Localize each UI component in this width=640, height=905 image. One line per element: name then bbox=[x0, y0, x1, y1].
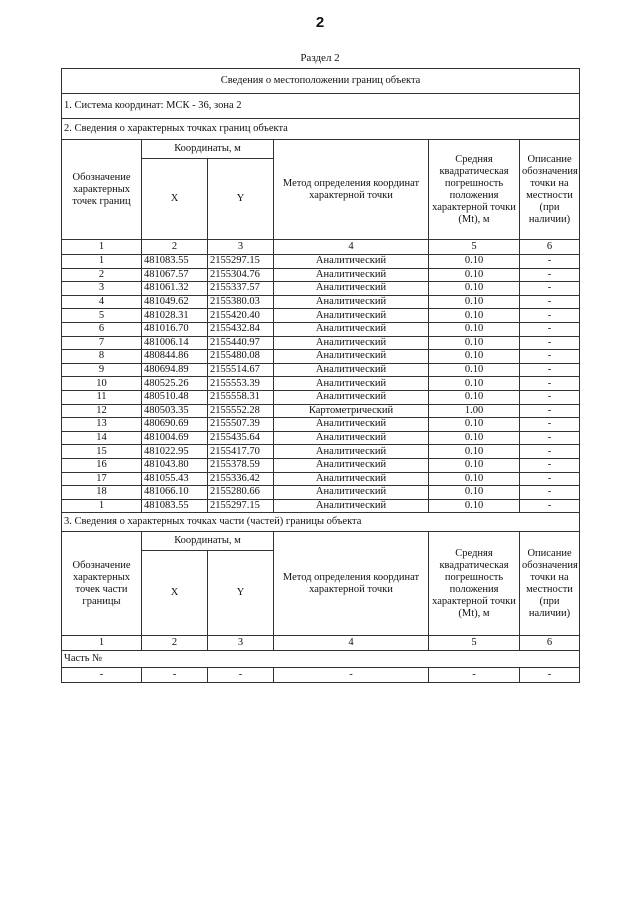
y-coord: 2155432.84 bbox=[208, 322, 274, 336]
description-cell: - bbox=[520, 445, 580, 459]
table-row bbox=[62, 390, 580, 404]
part-cell: - bbox=[62, 668, 142, 683]
x-coord: 481055.43 bbox=[142, 472, 208, 486]
method-header: Метод определения координат характерной точки bbox=[274, 532, 429, 636]
x-coord: 481049.62 bbox=[142, 295, 208, 309]
description-cell: - bbox=[520, 282, 580, 296]
y-coord: 2155435.64 bbox=[208, 431, 274, 445]
x-coord: 480525.26 bbox=[142, 377, 208, 391]
table-row bbox=[62, 322, 580, 336]
method-cell: Картометрический bbox=[274, 404, 429, 418]
col-index: 4 bbox=[274, 240, 429, 255]
x-coord: 480694.89 bbox=[142, 363, 208, 377]
error-cell: 0.10 bbox=[429, 499, 520, 513]
point-number: 17 bbox=[62, 472, 142, 486]
error-cell: 1.00 bbox=[429, 404, 520, 418]
x-coord: 481006.14 bbox=[142, 336, 208, 350]
point-number: 14 bbox=[62, 431, 142, 445]
point-number: 9 bbox=[62, 363, 142, 377]
y-coord: 2155553.39 bbox=[208, 377, 274, 391]
point-number: 7 bbox=[62, 336, 142, 350]
table-row bbox=[62, 363, 580, 377]
y-coord: 2155552.28 bbox=[208, 404, 274, 418]
points-section-title: 2. Сведения о характерных точках границ объекта bbox=[62, 119, 580, 140]
page-number: 2 bbox=[315, 14, 325, 31]
x-coord: 481004.69 bbox=[142, 431, 208, 445]
description-cell: - bbox=[520, 268, 580, 282]
point-number: 13 bbox=[62, 418, 142, 432]
column-index-row bbox=[62, 636, 580, 651]
x-header: X bbox=[142, 159, 208, 240]
x-coord: 480690.69 bbox=[142, 418, 208, 432]
y-coord: 2155336.42 bbox=[208, 472, 274, 486]
x-coord: 481061.32 bbox=[142, 282, 208, 296]
table-row bbox=[62, 377, 580, 391]
table-row bbox=[62, 309, 580, 323]
y-header: Y bbox=[208, 159, 274, 240]
col-index: 4 bbox=[274, 636, 429, 651]
point-number: 18 bbox=[62, 486, 142, 500]
y-coord: 2155480.08 bbox=[208, 350, 274, 364]
part-row bbox=[62, 668, 580, 683]
error-cell: 0.10 bbox=[429, 255, 520, 269]
method-cell: Аналитический bbox=[274, 309, 429, 323]
error-cell: 0.10 bbox=[429, 445, 520, 459]
error-cell: 0.10 bbox=[429, 282, 520, 296]
x-coord: 481083.55 bbox=[142, 499, 208, 513]
y-coord: 2155380.03 bbox=[208, 295, 274, 309]
error-cell: 0.10 bbox=[429, 295, 520, 309]
x-header: X bbox=[142, 551, 208, 636]
point-number: 12 bbox=[62, 404, 142, 418]
error-cell: 0.10 bbox=[429, 418, 520, 432]
description-cell: - bbox=[520, 458, 580, 472]
error-cell: 0.10 bbox=[429, 390, 520, 404]
point-number: 2 bbox=[62, 268, 142, 282]
error-header: Средняя квадратическая погрешность положения характерной точки (Mt), м bbox=[429, 140, 520, 240]
description-cell: - bbox=[520, 322, 580, 336]
table-row bbox=[62, 472, 580, 486]
x-coord: 480510.48 bbox=[142, 390, 208, 404]
table-row bbox=[62, 404, 580, 418]
description-cell: - bbox=[520, 472, 580, 486]
table-row bbox=[62, 350, 580, 364]
designation-header: Обозначение характерных точек границ bbox=[62, 140, 142, 240]
table-row bbox=[62, 431, 580, 445]
y-coord: 2155280.66 bbox=[208, 486, 274, 500]
description-header: Описание обозначения точки на местности (при наличии) bbox=[520, 140, 580, 240]
error-cell: 0.10 bbox=[429, 336, 520, 350]
error-cell: 0.10 bbox=[429, 458, 520, 472]
description-cell: - bbox=[520, 404, 580, 418]
part-label: Часть № bbox=[62, 651, 580, 668]
y-coord: 2155417.70 bbox=[208, 445, 274, 459]
description-cell: - bbox=[520, 499, 580, 513]
point-number: 4 bbox=[62, 295, 142, 309]
method-cell: Аналитический bbox=[274, 418, 429, 432]
method-cell: Аналитический bbox=[274, 390, 429, 404]
col-index: 1 bbox=[62, 240, 142, 255]
description-cell: - bbox=[520, 486, 580, 500]
parts-section-title: 3. Сведения о характерных точках части (частей) границы объекта bbox=[62, 513, 580, 532]
y-header: Y bbox=[208, 551, 274, 636]
y-coord: 2155514.67 bbox=[208, 363, 274, 377]
error-cell: 0.10 bbox=[429, 268, 520, 282]
x-coord: 481067.57 bbox=[142, 268, 208, 282]
part-cell: - bbox=[142, 668, 208, 683]
x-coord: 481083.55 bbox=[142, 255, 208, 269]
x-coord: 480844.86 bbox=[142, 350, 208, 364]
y-coord: 2155297.15 bbox=[208, 499, 274, 513]
table-row bbox=[62, 458, 580, 472]
description-cell: - bbox=[520, 350, 580, 364]
table-row bbox=[62, 295, 580, 309]
y-coord: 2155304.76 bbox=[208, 268, 274, 282]
description-cell: - bbox=[520, 377, 580, 391]
col-index: 5 bbox=[429, 636, 520, 651]
method-cell: Аналитический bbox=[274, 431, 429, 445]
table-row bbox=[62, 418, 580, 432]
method-cell: Аналитический bbox=[274, 295, 429, 309]
col-index: 5 bbox=[429, 240, 520, 255]
description-cell: - bbox=[520, 336, 580, 350]
point-number: 5 bbox=[62, 309, 142, 323]
col-index: 3 bbox=[208, 636, 274, 651]
y-coord: 2155297.15 bbox=[208, 255, 274, 269]
part-cell: - bbox=[208, 668, 274, 683]
error-header: Средняя квадратическая погрешность положения характерной точки (Mt), м bbox=[429, 532, 520, 636]
designation-part-header: Обозначение характерных точек части границы bbox=[62, 532, 142, 636]
point-number: 16 bbox=[62, 458, 142, 472]
column-index-row bbox=[62, 240, 580, 255]
col-index: 6 bbox=[520, 240, 580, 255]
table-row bbox=[62, 499, 580, 513]
description-cell: - bbox=[520, 363, 580, 377]
description-cell: - bbox=[520, 255, 580, 269]
error-cell: 0.10 bbox=[429, 472, 520, 486]
y-coord: 2155440.97 bbox=[208, 336, 274, 350]
x-coord: 481016.70 bbox=[142, 322, 208, 336]
method-cell: Аналитический bbox=[274, 458, 429, 472]
part-cell: - bbox=[274, 668, 429, 683]
part-cell: - bbox=[429, 668, 520, 683]
y-coord: 2155378.59 bbox=[208, 458, 274, 472]
error-cell: 0.10 bbox=[429, 363, 520, 377]
col-index: 2 bbox=[142, 636, 208, 651]
error-cell: 0.10 bbox=[429, 309, 520, 323]
x-coord: 481028.31 bbox=[142, 309, 208, 323]
table-row bbox=[62, 486, 580, 500]
section-title: Раздел 2 bbox=[300, 52, 340, 64]
doc-title: Сведения о местоположении границ объекта bbox=[62, 69, 580, 94]
error-cell: 0.10 bbox=[429, 350, 520, 364]
point-number: 11 bbox=[62, 390, 142, 404]
method-cell: Аналитический bbox=[274, 486, 429, 500]
table-row bbox=[62, 336, 580, 350]
method-cell: Аналитический bbox=[274, 282, 429, 296]
point-number: 6 bbox=[62, 322, 142, 336]
method-cell: Аналитический bbox=[274, 268, 429, 282]
x-coord: 480503.35 bbox=[142, 404, 208, 418]
col-index: 6 bbox=[520, 636, 580, 651]
part-cell: - bbox=[520, 668, 580, 683]
x-coord: 481066.10 bbox=[142, 486, 208, 500]
error-cell: 0.10 bbox=[429, 486, 520, 500]
x-coord: 481022.95 bbox=[142, 445, 208, 459]
coords-header: Координаты, м bbox=[142, 532, 274, 551]
point-number: 15 bbox=[62, 445, 142, 459]
method-cell: Аналитический bbox=[274, 472, 429, 486]
col-index: 1 bbox=[62, 636, 142, 651]
method-cell: Аналитический bbox=[274, 350, 429, 364]
point-number: 3 bbox=[62, 282, 142, 296]
point-number: 1 bbox=[62, 499, 142, 513]
error-cell: 0.10 bbox=[429, 322, 520, 336]
method-header: Метод определения координат характерной точки bbox=[274, 140, 429, 240]
method-cell: Аналитический bbox=[274, 377, 429, 391]
method-cell: Аналитический bbox=[274, 363, 429, 377]
description-cell: - bbox=[520, 309, 580, 323]
y-coord: 2155507.39 bbox=[208, 418, 274, 432]
method-cell: Аналитический bbox=[274, 255, 429, 269]
x-coord: 481043.80 bbox=[142, 458, 208, 472]
error-cell: 0.10 bbox=[429, 431, 520, 445]
method-cell: Аналитический bbox=[274, 445, 429, 459]
error-cell: 0.10 bbox=[429, 377, 520, 391]
y-coord: 2155337.57 bbox=[208, 282, 274, 296]
point-number: 1 bbox=[62, 255, 142, 269]
description-header: Описание обозначения точки на местности (при наличии) bbox=[520, 532, 580, 636]
col-index: 3 bbox=[208, 240, 274, 255]
y-coord: 2155558.31 bbox=[208, 390, 274, 404]
table-row bbox=[62, 282, 580, 296]
table-row bbox=[62, 445, 580, 459]
coords-header: Координаты, м bbox=[142, 140, 274, 159]
col-index: 2 bbox=[142, 240, 208, 255]
y-coord: 2155420.40 bbox=[208, 309, 274, 323]
description-cell: - bbox=[520, 418, 580, 432]
description-cell: - bbox=[520, 295, 580, 309]
method-cell: Аналитический bbox=[274, 499, 429, 513]
table-row bbox=[62, 255, 580, 269]
method-cell: Аналитический bbox=[274, 336, 429, 350]
boundary-table bbox=[61, 68, 580, 683]
method-cell: Аналитический bbox=[274, 322, 429, 336]
description-cell: - bbox=[520, 390, 580, 404]
coordinate-system: 1. Система координат: МСК - 36, зона 2 bbox=[62, 94, 580, 119]
point-number: 8 bbox=[62, 350, 142, 364]
table-row bbox=[62, 268, 580, 282]
point-number: 10 bbox=[62, 377, 142, 391]
description-cell: - bbox=[520, 431, 580, 445]
